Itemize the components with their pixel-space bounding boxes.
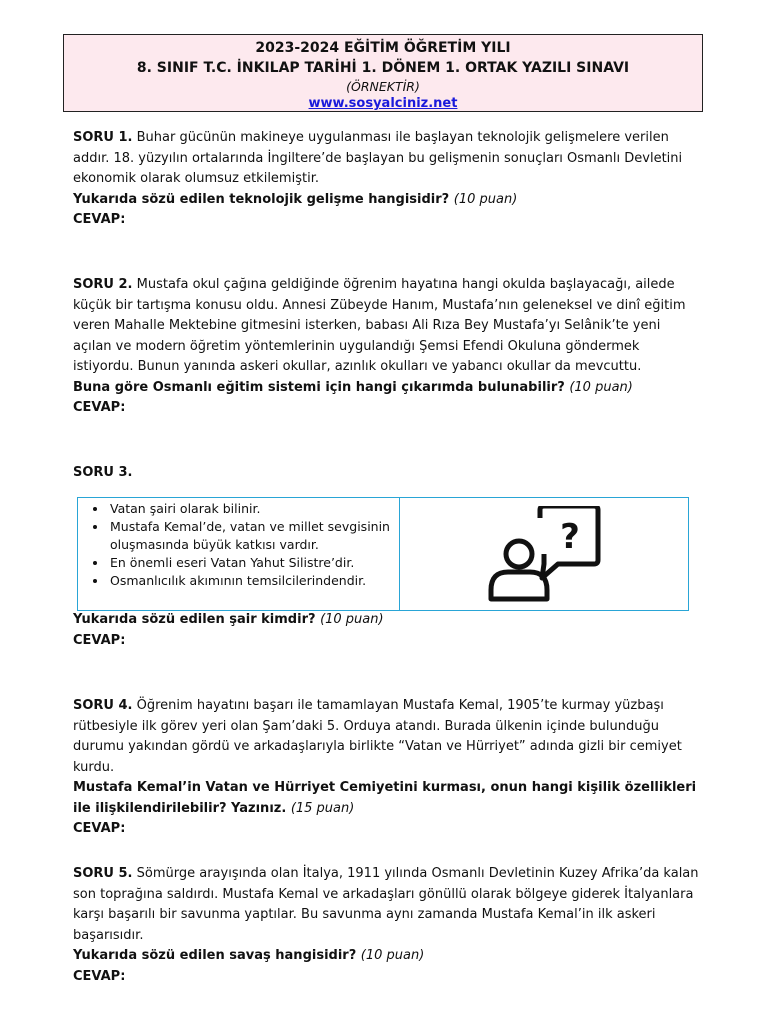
question-3-header	[73, 463, 703, 484]
question-5-question: Yukarıda sözü edilen savaş hangisidir?	[73, 948, 357, 963]
question-1-body: Buhar gücünün makineye uygulanması ile başlayan teknolojik gelişmelere verilen addır. 18. yüzyılın ortalarında İngiltere’de başlayan bu gelişmenin sonuçları Osmanlı Devletini ekonomik olarak olumsuz etkilemiştir.	[73, 130, 683, 186]
question-5-points: (10 puan)	[360, 948, 425, 963]
question-1-question: Yukarıda sözü edilen teknolojik gelişme hangisidir?	[73, 191, 450, 207]
question-5-text	[73, 864, 703, 946]
question-1-text	[73, 128, 703, 190]
question-3-clue: • Osmanlıcılık akımının temsilcilerindendir.	[108, 572, 395, 590]
question-2-answer-label: CEVAP:	[73, 400, 126, 415]
question-3-clue: • En önemli eseri Vatan Yahut Silistre’dir.	[108, 554, 395, 572]
question-2	[73, 275, 703, 419]
exam-header	[63, 34, 703, 112]
header-year: 2023-2024 EĞİTİM ÖĞRETİM YILI	[255, 40, 511, 56]
question-3-question: Yukarıda sözü edilen şair kimdir?	[73, 612, 316, 627]
question-3	[73, 610, 703, 651]
question-3-answer-label: CEVAP:	[73, 632, 126, 648]
question-3-prompt	[73, 610, 703, 631]
question-5-label: SORU 5.	[73, 866, 133, 881]
question-2-text	[73, 275, 703, 378]
question-2-points: (10 puan)	[569, 379, 633, 395]
header-exam-title: 8. SINIF T.C. İNKILAP TARİHİ 1. DÖNEM 1. ORTAK YAZILI SINAVI	[136, 60, 630, 76]
question-4-question: Mustafa Kemal’in Vatan ve Hürriyet Cemiyetini kurması, onun hangi kişilik özellikleri ile ilişkilendirilebilir? Yazınız.	[73, 780, 697, 816]
question-4-label: SORU 4.	[73, 698, 133, 713]
question-4-body: Öğrenim hayatını başarı ile tamamlayan Mustafa Kemal, 1905’te kurmay yüzbaşı rütbesiyle ilk görev yeri olan Şam’daki 5. Orduya atandı. Burada ülkenin içinde bulunduğu durumu yakından gördü ve arkadaşlarıyla birlikte “Vatan ve Hürriyet” adında gizli bir cemiyet kurdu.	[73, 698, 682, 775]
question-1-points: (10 puan)	[453, 191, 518, 207]
question-3-clues	[78, 498, 400, 610]
question-1-prompt	[73, 190, 703, 211]
question-5-prompt	[73, 946, 703, 967]
question-5	[73, 864, 703, 987]
header-sample-note: (ÖRNEKTİR)	[346, 79, 420, 94]
question-5-body: Sömürge arayışında olan İtalya, 1911 yılında Osmanlı Devletinin Kuzey Afrika’da kalan son toprağına saldırdı. Mustafa Kemal ve arkadaşları gönüllü olarak bölgeye giderek İtalyanlara karşı başarılı bir savunma yaptılar. Bu savunma aynı zamanda Mustafa Kemal’in ilk askeri başarısıdır.	[73, 866, 699, 943]
question-3-points: (10 puan)	[320, 612, 384, 627]
question-3-label: SORU 3.	[73, 465, 133, 480]
question-4-text	[73, 696, 703, 778]
question-2-prompt	[73, 378, 703, 399]
question-4-points: (15 puan)	[290, 800, 355, 816]
header-website-link[interactable]: www.sosyalciniz.net	[308, 96, 458, 111]
question-3-clue: • Vatan şairi olarak bilinir.	[108, 500, 395, 518]
question-3-table	[77, 497, 689, 611]
question-1-label: SORU 1.	[73, 130, 133, 145]
question-2-body: Mustafa okul çağına geldiğinde öğrenim hayatına hangi okulda başlayacağı, ailede küçük bir tartışma konusu oldu. Annesi Zübeyde Hanım, Mustafa’nın geleneksel ve dinî eğitim veren Mahalle Mektebine gitmesini isterken, babası Ali Rıza Bey Mustafa’yı Selânik’te yeni açılan ve modern öğretim yöntemlerinin uygulandığı Şemsi Efendi Okuluna göndermek istiyordu. Bunun yanında askeri okullar, azınlık okulları ve yabancı okullar da mevcuttu.	[73, 277, 686, 374]
question-1	[73, 128, 703, 231]
question-1-answer-label: CEVAP:	[73, 212, 126, 227]
question-3-clue-list	[78, 500, 395, 590]
question-3-clue: • Mustafa Kemal’de, vatan ve millet sevgisinin oluşmasında büyük katkısı vardır.	[108, 518, 395, 554]
question-2-label: SORU 2.	[73, 277, 133, 292]
question-4-prompt	[73, 778, 703, 819]
question-4-answer-label: CEVAP:	[73, 821, 126, 836]
question-3-image-cell	[400, 498, 688, 610]
svg-text:?: ?	[560, 517, 580, 557]
question-5-answer-label: CEVAP:	[73, 968, 126, 984]
person-question-icon	[488, 506, 602, 604]
question-4	[73, 696, 703, 840]
question-2-question: Buna göre Osmanlı eğitim sistemi için hangi çıkarımda bulunabilir?	[73, 379, 565, 395]
